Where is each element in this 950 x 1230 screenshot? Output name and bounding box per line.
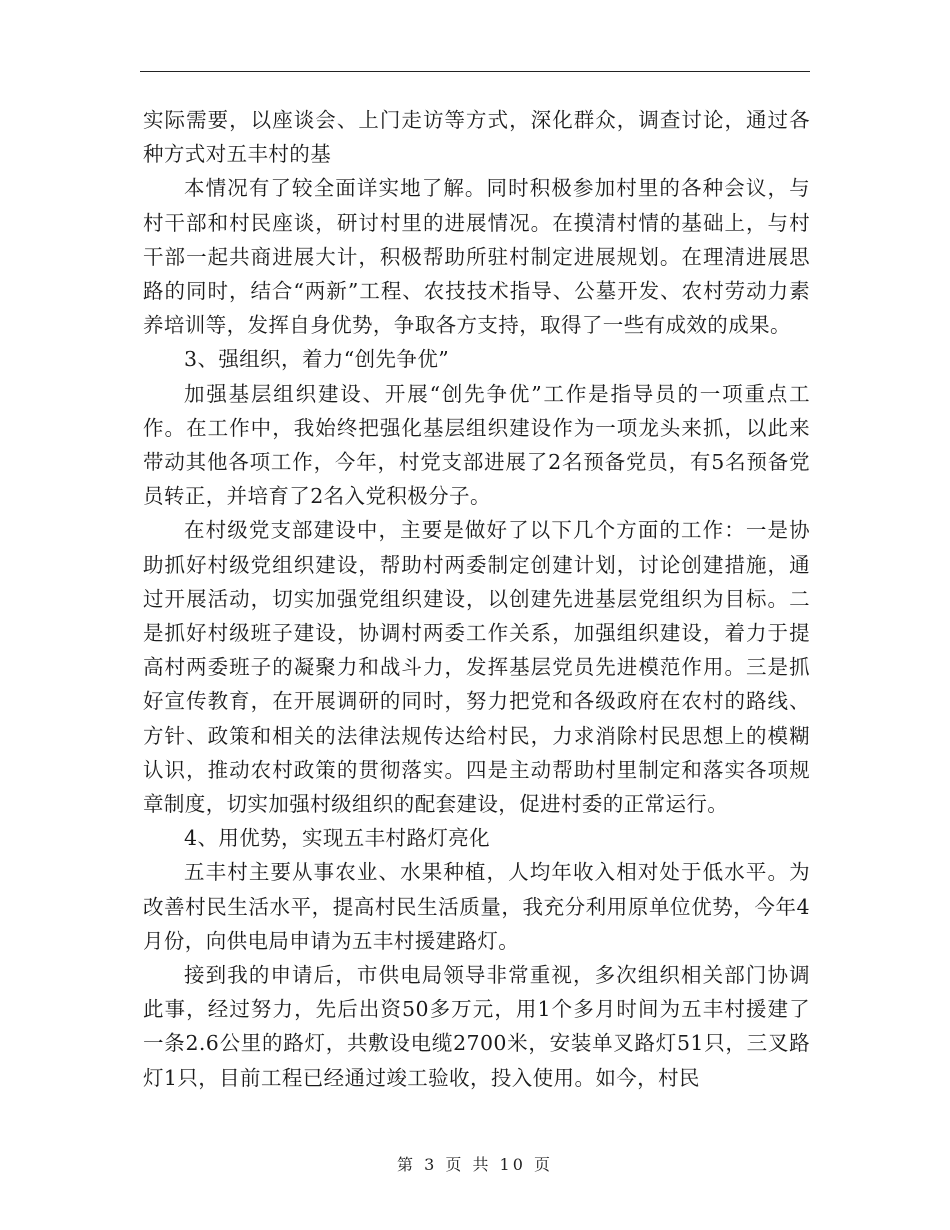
page-footer: 第 3 页 共 10 页 [397, 1155, 553, 1174]
header-rule [140, 71, 810, 72]
paragraph: 实际需要，以座谈会、上门走访等方式，深化群众，调查讨论，通过各种方式对五丰村的基 [143, 108, 810, 167]
paragraph: 五丰村主要从事农业、水果种植，人均年收入相对处于低水平。为改善村民生活水平，提高村民生活质量，我充分利用原单位优势，今年4月份，向供电局申请为五丰村援建路灯。 [143, 860, 810, 953]
section-heading: 3、强组织，着力“创先争优” [184, 347, 450, 372]
paragraph: 接到我的申请后，市供电局领导非常重视，多次组织相关部门协调此事，经过努力，先后出资50多万元，用1个多月时间为五丰村援建了一条2.6公里的路灯，共敷设电缆2700米，安装单叉路灯51只，三叉路灯1只，目前工程已经通过竣工验收，投入使用。如今，村民 [143, 963, 810, 1090]
paragraph: 本情况有了较全面详实地了解。同时积极参加村里的各种会议，与村干部和村民座谈，研讨村里的进展情况。在摸清村情的基础上，与村干部一起共商进展大计，积极帮助所驻村制定进展规划。在理清进展思路的同时，结合“两新”工程、农技技术指导、公墓开发、农村劳动力素养培训等，发挥自身优势，争取各方支持，取得了一些有成效的成果。 [143, 176, 810, 338]
section-heading: 4、用优势，实现五丰村路灯亮化 [184, 826, 491, 851]
paragraph: 加强基层组织建设、开展“创先争优”工作是指导员的一项重点工作。在工作中，我始终把强化基层组织建设作为一项龙头来抓，以此来带动其他各项工作，今年，村党支部进展了2名预备党员，有5名预备党员转正，并培育了2名入党积极分子。 [143, 381, 810, 509]
body-text [143, 103, 810, 1095]
paragraph: 在村级党支部建设中，主要是做好了以下几个方面的工作：一是协助抓好村级党组织建设，帮助村两委制定创建计划，讨论创建措施，通过开展活动，切实加强党组织建设，以创建先进基层党组织为目标。二是抓好村级班子建设，协调村两委工作关系，加强组织建设，着力于提高村两委班子的凝聚力和战斗力，发挥基层党员先进模范作用。三是抓好宣传教育，在开展调研的同时，努力把党和各级政府在农村的路线、方针、政策和相关的法律法规传达给村民，力求消除村民思想上的模糊认识，推动农村政策的贯彻落实。四是主动帮助村里制定和落实各项规章制度，切实加强村级组织的配套建设，促进村委的正常运行。 [143, 518, 810, 817]
